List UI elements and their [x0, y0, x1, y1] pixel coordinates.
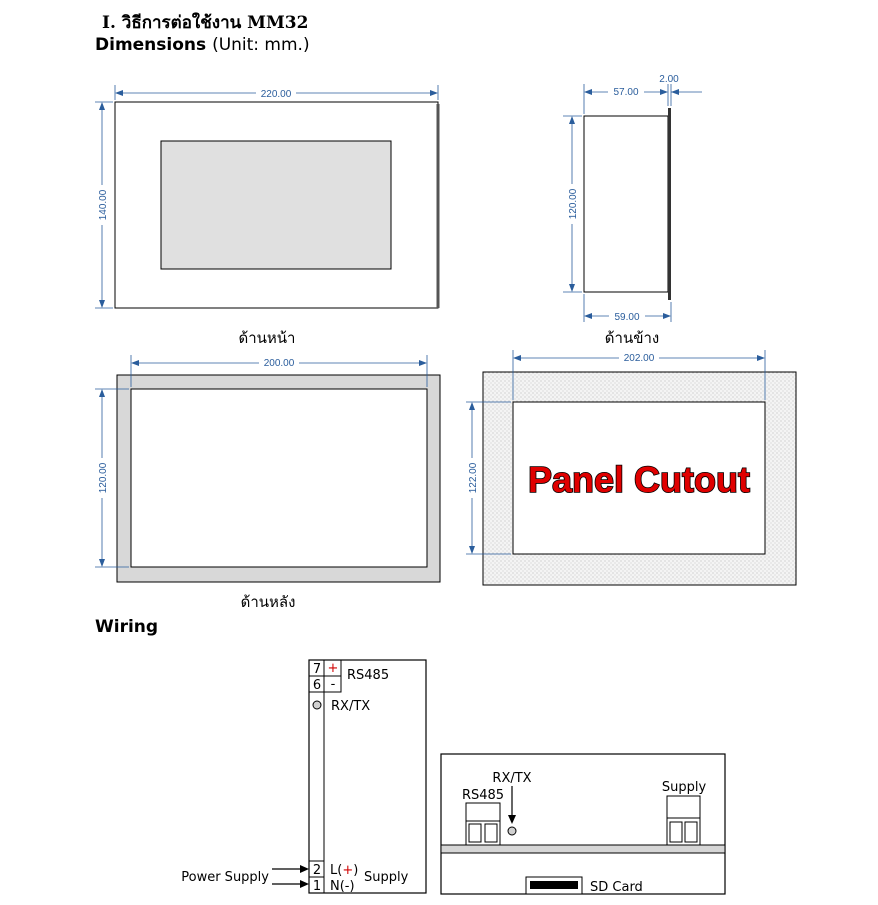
terminal-n-label: N(-) — [330, 879, 355, 894]
front-height-label: 140.00 — [98, 189, 109, 221]
sd-card-opening — [530, 881, 578, 889]
page-title: I. วิธีการต่อใช้งาน MM32 — [102, 13, 309, 33]
side-bezel-label: 2.00 — [659, 74, 679, 85]
side-caption: ด้านข้าง — [604, 329, 660, 347]
front-lcd-screen — [161, 141, 391, 269]
back-view — [95, 355, 440, 611]
side-total-arrow-left — [584, 313, 592, 319]
side-height-label: 120.00 — [568, 188, 579, 220]
back-height-arrow-top — [99, 389, 105, 397]
supply-pin-1 — [670, 822, 682, 842]
front-view — [95, 85, 438, 347]
cutout-height-label: 122.00 — [468, 462, 479, 494]
power-arrow-n-head — [300, 880, 309, 888]
back-body — [131, 389, 427, 567]
back-width-arrow-left — [131, 360, 139, 366]
bottom-rxtx-led-icon — [508, 827, 516, 835]
terminal-l-suffix: ) — [353, 863, 359, 878]
front-width-arrow-left — [115, 90, 123, 96]
side-bezel-arrow — [671, 89, 679, 95]
power-supply-label: Power Supply — [181, 870, 269, 885]
back-width-arrow-right — [419, 360, 427, 366]
bottom-rs485-label: RS485 — [461, 788, 505, 803]
side-bezel — [668, 108, 671, 300]
cutout-height-arrow-bottom — [469, 546, 475, 554]
rs485-connector-top — [466, 803, 500, 821]
terminal-diagram — [181, 660, 426, 894]
wiring-heading: Wiring — [95, 617, 159, 637]
front-width-arrow-right — [430, 90, 438, 96]
terminal-2: 2 — [312, 863, 322, 878]
panel-cutout-view — [466, 350, 796, 585]
terminal-housing — [309, 660, 426, 893]
back-width-label: 200.00 — [263, 358, 295, 369]
terminal-7: 7 — [312, 662, 322, 677]
rxtx-label: RX/TX — [331, 699, 371, 714]
rxtx-led-icon — [313, 701, 321, 709]
back-caption: ด้านหลัง — [240, 593, 296, 611]
back-height-label: 120.00 — [98, 462, 109, 494]
side-height-arrow-bottom — [569, 284, 575, 292]
side-depth-label: 57.00 — [613, 87, 639, 98]
rs485-plus: + — [327, 661, 339, 676]
side-total-label: 59.00 — [614, 312, 640, 323]
front-caption: ด้านหน้า — [238, 329, 296, 347]
front-height-arrow-top — [99, 102, 105, 110]
terminal-l-prefix: L( — [330, 863, 343, 878]
bottom-rxtx-label: RX/TX — [492, 771, 532, 786]
terminal-l-plus: + — [342, 863, 354, 878]
terminal-1: 1 — [312, 879, 322, 894]
rs485-pin-2 — [485, 824, 497, 842]
rs485-pin-1 — [469, 824, 481, 842]
terminal-6: 6 — [312, 678, 322, 693]
bottom-supply-label: Supply — [661, 780, 707, 795]
cutout-width-label: 202.00 — [623, 353, 655, 364]
bottom-pcb-edge — [441, 845, 725, 853]
sd-card-label: SD Card — [590, 880, 643, 895]
dimensions-heading-text: Dimensions — [95, 35, 207, 55]
side-total-arrow-right — [663, 313, 671, 319]
supply-connector-top — [667, 796, 700, 818]
cutout-width-arrow-right — [757, 355, 765, 361]
rs485-minus: - — [330, 677, 336, 692]
terminal-l-label — [330, 863, 358, 878]
rs485-label: RS485 — [347, 668, 390, 683]
cutout-width-arrow-left — [513, 355, 521, 361]
dimensions-unit: (Unit: mm.) — [212, 35, 310, 55]
supply-pin-2 — [685, 822, 697, 842]
side-view — [563, 74, 702, 347]
side-depth-arrow-right — [660, 89, 668, 95]
back-height-arrow-bottom — [99, 559, 105, 567]
cutout-height-arrow-top — [469, 402, 475, 410]
panel-cutout-label: Panel Cutout — [528, 459, 750, 500]
side-depth-arrow-left — [584, 89, 592, 95]
front-height-arrow-bottom — [99, 300, 105, 308]
front-width-label: 220.00 — [260, 89, 292, 100]
side-body — [584, 116, 668, 292]
power-arrow-l-head — [300, 865, 309, 873]
side-height-arrow-top — [569, 116, 575, 124]
bottom-view — [441, 754, 725, 895]
terminal-supply-label: Supply — [364, 870, 409, 885]
